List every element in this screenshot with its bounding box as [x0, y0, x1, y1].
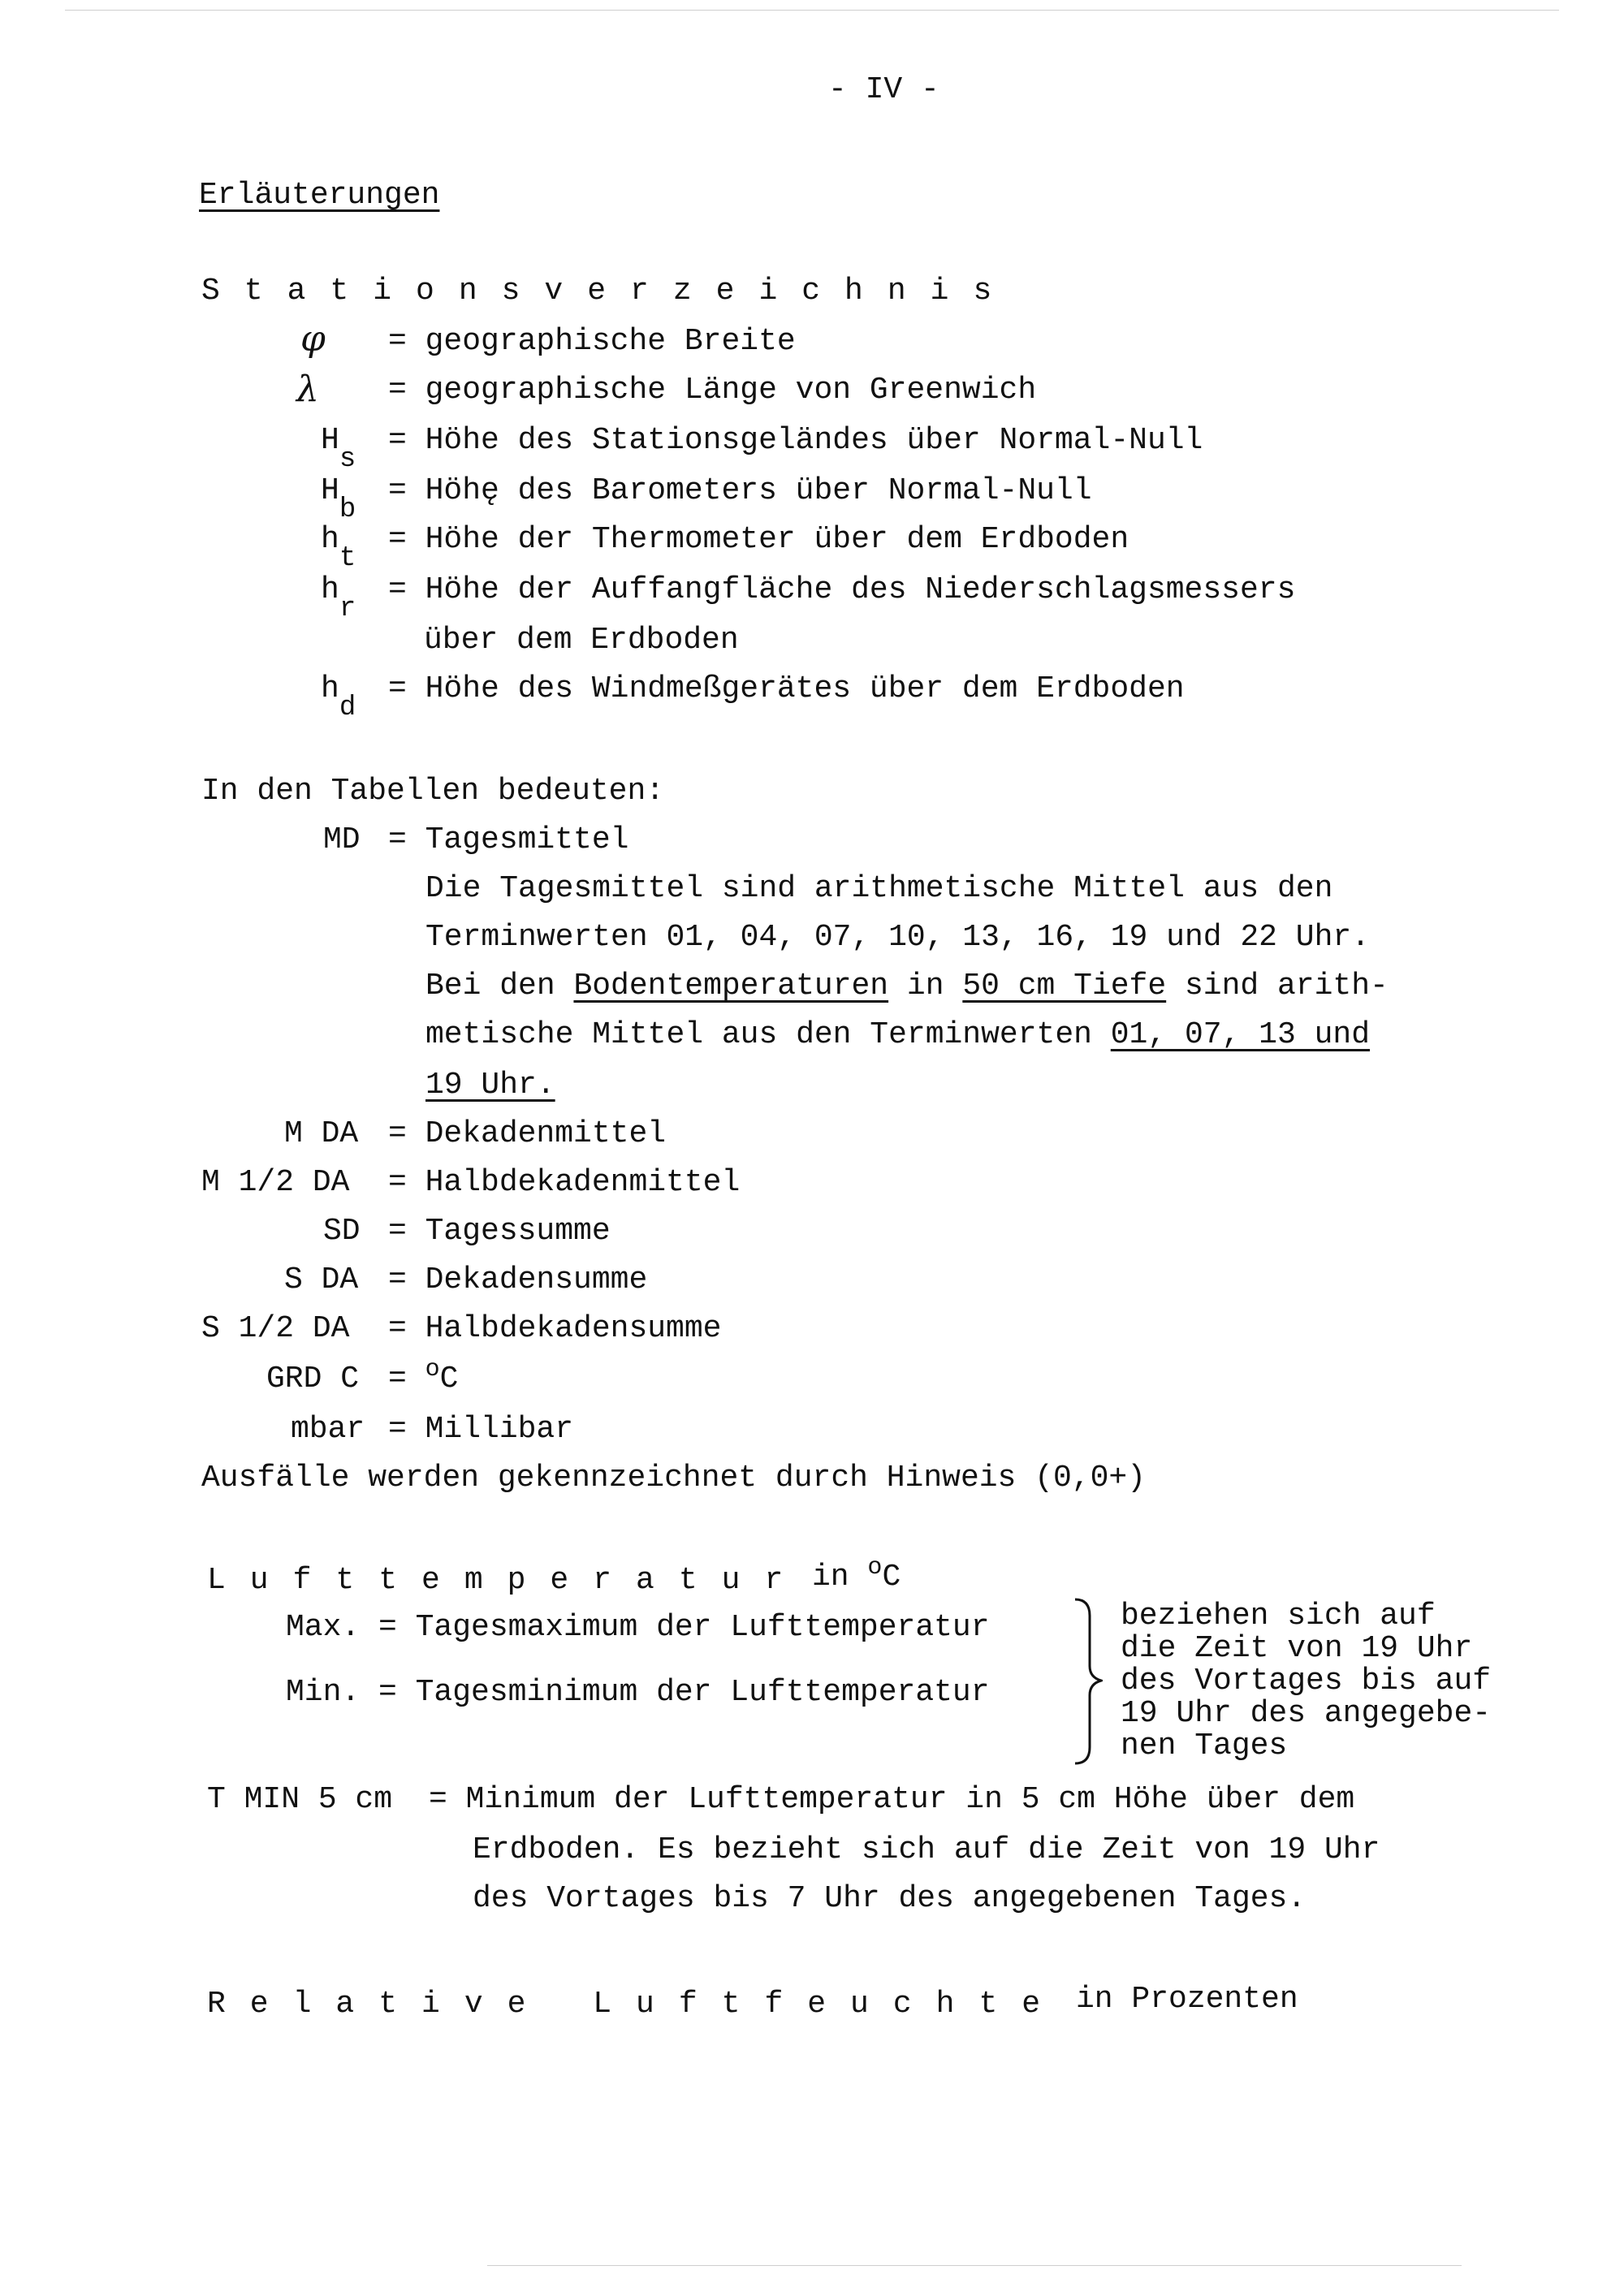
- brace-note-line2: die Zeit von 19 Uhr: [1121, 1631, 1473, 1666]
- station-row-Hs: = Höhe des Stationsgeländes über Normal-Null: [388, 423, 1203, 458]
- symbol-hd: hd: [321, 671, 356, 723]
- symbol-ht: ht: [321, 522, 356, 574]
- def-key-M12DA: M 1/2 DA: [201, 1165, 350, 1200]
- brace-note-line1: beziehen sich auf: [1121, 1599, 1436, 1634]
- def-val-MD: = Tagesmittel: [388, 822, 629, 857]
- def-key-MDA: M DA: [284, 1116, 359, 1151]
- def-key-SDA: S DA: [284, 1262, 359, 1297]
- md-desc-line5: 19 Uhr.: [425, 1068, 555, 1103]
- page-number: - IV -: [828, 72, 939, 107]
- def-val-GRDC: = $^o$C: [388, 1356, 459, 1396]
- def-val-MDA: = Dekadenmittel: [388, 1116, 667, 1151]
- humidity-title: Relative Luftfeuchte: [207, 1987, 1065, 2022]
- station-section-title: Stationsverzeichnis: [201, 274, 1017, 309]
- def-val-SDA: = Dekadensumme: [388, 1262, 648, 1297]
- md-desc-line3: Bei den Bodentemperaturen in 50 cm Tiefe sind arith-: [425, 969, 1389, 1003]
- station-row-hr: = Höhe der Auffangfläche des Niederschlagsmessers: [388, 572, 1296, 607]
- scan-line-bottom: [487, 2265, 1462, 2266]
- tmin-definition: = Minimum der Lufttemperatur in 5 cm Höhe über dem: [429, 1782, 1355, 1817]
- def-key-mbar: mbar: [291, 1412, 365, 1447]
- md-desc-line4: metische Mittel aus den Terminwerten 01, 07, 13 und: [425, 1017, 1371, 1052]
- def-key-GRDC: GRD C: [266, 1362, 360, 1396]
- phi-symbol: φ: [300, 318, 326, 360]
- min-definition: Min. = Tagesminimum der Lufttemperatur: [286, 1675, 990, 1710]
- max-definition: Max. = Tagesmaximum der Lufttemperatur: [286, 1610, 990, 1645]
- symbol-Hb: Hb: [321, 473, 356, 525]
- def-key-SD: SD: [323, 1214, 361, 1249]
- scan-line-top: [65, 10, 1559, 11]
- air-temp-unit: in $^o$C: [812, 1554, 901, 1595]
- def-key-S12DA: S 1/2 DA: [201, 1311, 350, 1346]
- station-row-Hb: = Höhę des Barometers über Normal-Null: [388, 473, 1092, 508]
- tmin-key: T MIN 5 cm: [207, 1782, 393, 1817]
- md-desc-line2: Terminwerten 01, 04, 07, 10, 13, 16, 19 und 22 Uhr.: [425, 920, 1370, 955]
- lambda-symbol: λ: [296, 369, 319, 410]
- symbol-Hs: Hs: [321, 423, 356, 475]
- station-row-longitude: = geographische Länge von Greenwich: [388, 373, 1037, 408]
- air-temp-title: Lufttemperatur: [207, 1563, 808, 1598]
- brace-note-line5: nen Tages: [1121, 1728, 1288, 1763]
- brace-note-line4: 19 Uhr des angegebe-: [1121, 1696, 1492, 1731]
- tables-intro: In den Tabellen bedeuten:: [201, 774, 665, 809]
- station-row-hd: = Höhe des Windmeßgerätes über dem Erdboden: [388, 671, 1185, 706]
- missing-values-note: Ausfälle werden gekennzeichnet durch Hinweis (0,0+): [201, 1461, 1146, 1495]
- def-key-MD: MD: [323, 822, 361, 857]
- tmin-desc-line2: des Vortages bis 7 Uhr des angegebenen Tages.: [473, 1881, 1307, 1916]
- def-val-SD: = Tagessumme: [388, 1214, 611, 1249]
- md-desc-line1: Die Tagesmittel sind arithmetische Mittel aus den: [425, 871, 1333, 906]
- def-val-M12DA: = Halbdekadenmittel: [388, 1165, 741, 1200]
- symbol-hr: hr: [321, 572, 356, 624]
- tmin-desc-line1: Erdboden. Es bezieht sich auf die Zeit von 19 Uhr: [473, 1832, 1380, 1867]
- humidity-unit: in Prozenten: [1076, 1982, 1298, 2017]
- station-row-hr-cont: über dem Erdboden: [424, 623, 739, 658]
- def-val-mbar: = Millibar: [388, 1412, 574, 1447]
- page-heading: Erläuterungen: [199, 178, 440, 213]
- station-row-ht: = Höhe der Thermometer über dem Erdboden: [388, 522, 1129, 557]
- station-row-latitude: = geographische Breite: [388, 324, 796, 359]
- def-val-S12DA: = Halbdekadensumme: [388, 1311, 722, 1346]
- right-brace: [1070, 1596, 1103, 1770]
- brace-note-line3: des Vortages bis auf: [1121, 1664, 1492, 1698]
